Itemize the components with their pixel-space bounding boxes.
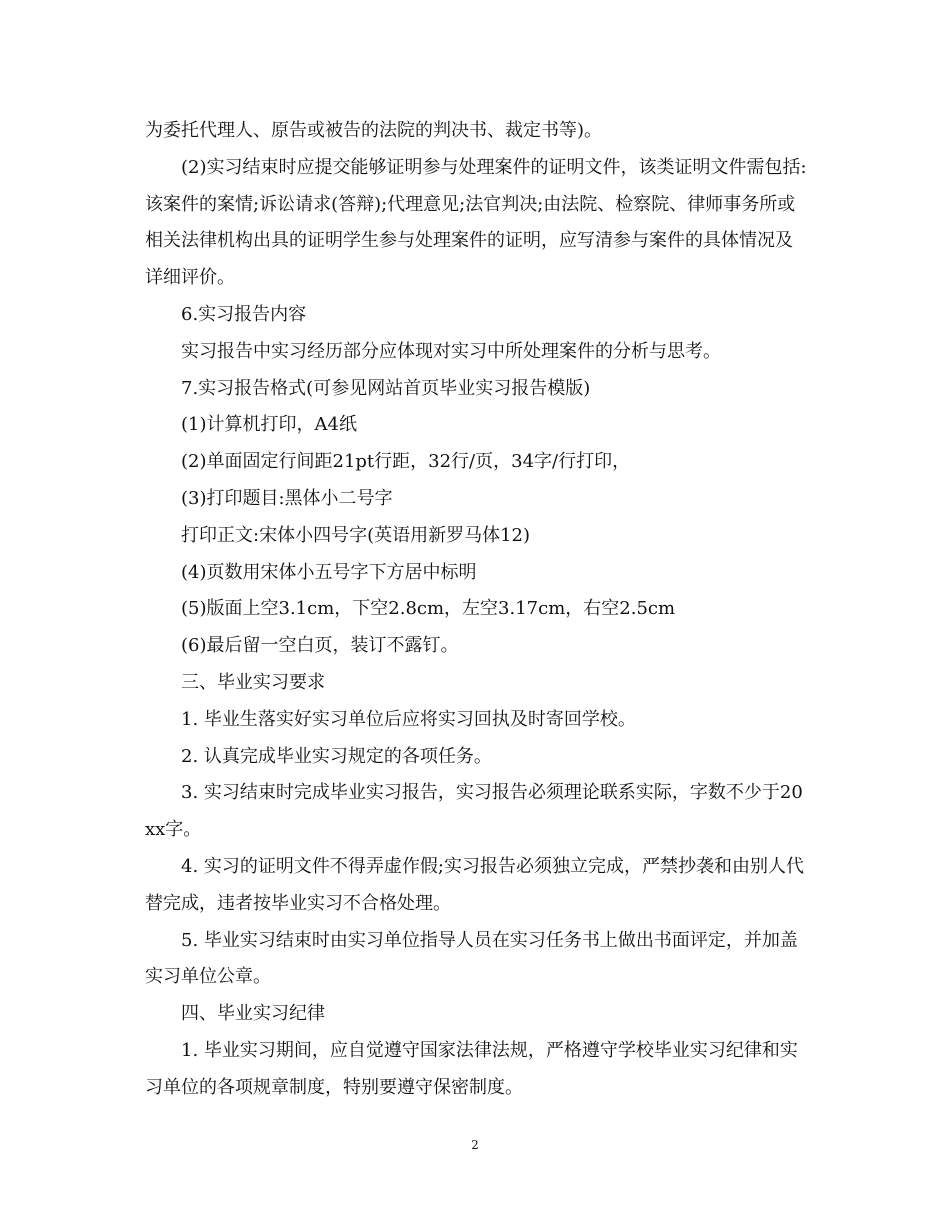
paragraph: 三、毕业实习要求 [181,671,325,693]
document-body [145,113,807,1107]
paragraph: (6)最后留一空白页，装订不露钉。 [181,635,459,657]
paragraph: 2. 认真完成毕业实习规定的各项任务。 [181,745,492,767]
paragraph: 为委托代理人、原告或被告的法院的判决书、裁定书等)。 [145,120,603,141]
paragraph: 5. 毕业实习结束时由实习单位指导人员在实习任务书上做出书面评定，并加盖实习单位公章。 [145,929,798,988]
paragraph: (4)页数用宋体小五号字下方居中标明 [181,561,477,583]
paragraph: 6.实习报告内容 [181,303,307,325]
paragraph: 7.实习报告格式(可参见网站首页毕业实习报告模版) [181,377,591,399]
paragraph: (2)单面固定行间距21pt行距，32行/页，34字/行打印， [181,451,631,473]
paragraph: 1. 毕业生落实好实习单位后应将实习回执及时寄回学校。 [181,708,636,730]
paragraph: (1)计算机打印，A4纸 [181,414,357,436]
paragraph: (3)打印题目:黑体小二号字 [181,487,393,509]
paragraph: 3. 实习结束时完成毕业实习报告，实习报告必须理论联系实际，字数不少于20xx字。 [145,782,803,841]
paragraph: (2)实习结束时应提交能够证明参与处理案件的证明文件，该类证明文件需包括:该案件的案情;诉讼请求(答辩);代理意见;法官判决;由法院、检察院、律师事务所或相关法律机构出具的证明学生参与处理案件的证明，应写清参与案件的具体情况及详细评价。 [145,156,807,289]
paragraph: 1. 毕业实习期间，应自觉遵守国家法律法规，严格遵守学校毕业实习纪律和实习单位的各项规章制度，特别要遵守保密制度。 [145,1039,798,1098]
paragraph: 打印正文:宋体小四号字(英语用新罗马体12) [181,524,531,546]
paragraph: 4. 实习的证明文件不得弄虚作假;实习报告必须独立完成，严禁抄袭和由别人代替完成，违者按毕业实习不合格处理。 [145,855,804,914]
paragraph: 实习报告中实习经历部分应体现对实习中所处理案件的分析与思考。 [181,340,721,362]
page-number: 2 [471,1138,479,1152]
paragraph: 四、毕业实习纪律 [181,1003,325,1025]
paragraph: (5)版面上空3.1cm，下空2.8cm，左空3.17cm，右空2.5cm [181,598,676,620]
